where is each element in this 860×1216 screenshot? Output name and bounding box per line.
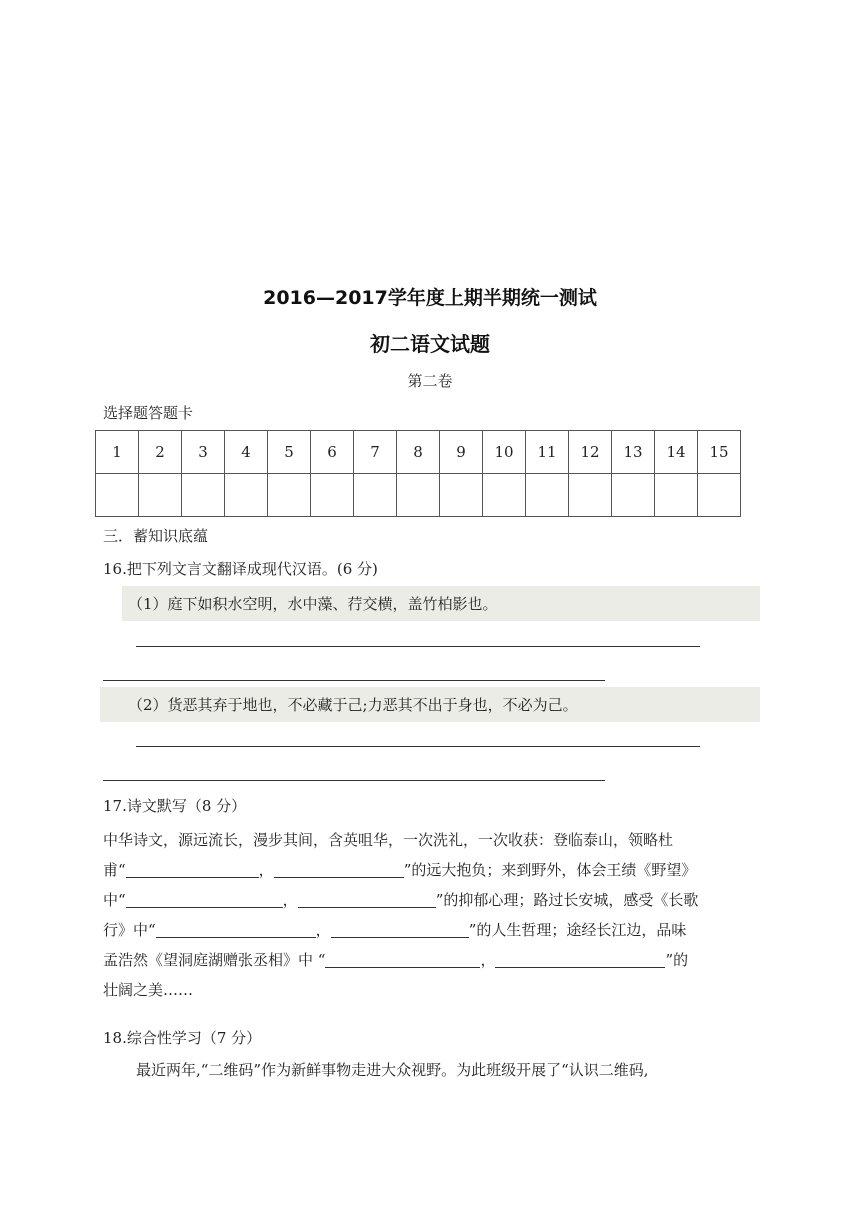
answer-cell[interactable] [268, 474, 311, 517]
answer-number: 9 [440, 431, 483, 474]
q17-line [103, 915, 758, 945]
fill-blank[interactable] [126, 889, 283, 908]
answer-number: 10 [483, 431, 526, 474]
q17-text: ”的抑郁心理；路过长安城，感受《长歌 [435, 891, 699, 909]
answer-cell[interactable] [698, 474, 741, 517]
answer-number: 7 [354, 431, 397, 474]
q16-prompt: 16.把下列文言文翻译成现代汉语。(6 分) [103, 560, 378, 578]
answer-number: 8 [397, 431, 440, 474]
q17-text: ， [282, 891, 298, 909]
q17-line [103, 975, 758, 1005]
answer-number: 12 [569, 431, 612, 474]
fill-blank[interactable] [126, 859, 259, 878]
exam-title: 2016—2017学年度上期半期统一测试 [263, 287, 597, 309]
answer-cell[interactable] [440, 474, 483, 517]
answer-line[interactable] [103, 680, 605, 681]
q17-text: ”的远大抱负；来到野外，体会王绩《野望》 [403, 861, 697, 879]
answer-number: 4 [225, 431, 268, 474]
answer-card-label: 选择题答题卡 [103, 404, 194, 422]
answer-number: 13 [612, 431, 655, 474]
q17-line [103, 855, 758, 885]
answer-cell[interactable] [569, 474, 612, 517]
answer-card-number-row [96, 431, 741, 474]
answer-number: 14 [655, 431, 698, 474]
q16-item1-box [122, 586, 760, 621]
answer-line[interactable] [136, 746, 700, 747]
fill-blank[interactable] [495, 949, 665, 968]
answer-card-answer-row [96, 474, 741, 517]
exam-subtitle: 初二语文试题 [370, 332, 490, 356]
q17-text: 中“ [103, 891, 126, 909]
fill-blank[interactable] [274, 859, 404, 878]
answer-cell[interactable] [612, 474, 655, 517]
answer-number: 2 [139, 431, 182, 474]
q17-line [103, 885, 758, 915]
answer-cell[interactable] [397, 474, 440, 517]
answer-cell[interactable] [483, 474, 526, 517]
q16-item1-text: （1）庭下如积水空明，水中藻、荇交横，盖竹柏影也。 [128, 595, 498, 613]
q17-text: ， [480, 951, 496, 969]
q17-text: ”的 [665, 951, 689, 969]
answer-cell[interactable] [139, 474, 182, 517]
q17-passage [103, 825, 758, 1005]
answer-cell[interactable] [96, 474, 139, 517]
q16-item2-box [100, 687, 760, 722]
q17-line [103, 945, 758, 975]
fill-blank[interactable] [331, 919, 469, 938]
answer-number: 1 [96, 431, 139, 474]
fill-blank[interactable] [298, 889, 436, 908]
q17-text: 孟浩然《望洞庭湖赠张丞相》中 “ [103, 951, 326, 969]
answer-line[interactable] [103, 780, 605, 781]
volume-label: 第二卷 [407, 372, 453, 390]
answer-cell[interactable] [225, 474, 268, 517]
q16-item2-text: （2）货恶其弃于地也，不必藏于己;力恶其不出于身也，不必为己。 [128, 696, 578, 714]
q17-text: 行》中“ [103, 921, 156, 939]
answer-cell[interactable] [526, 474, 569, 517]
q17-text: 甫“ [103, 861, 126, 879]
answer-number: 5 [268, 431, 311, 474]
answer-number: 11 [526, 431, 569, 474]
section-heading: 三．蓄知识底蕴 [103, 527, 209, 545]
q18-paragraph: 最近两年,“二维码”作为新鲜事物走进大众视野。为此班级开展了“认识二维码, [136, 1061, 649, 1079]
q17-text: 壮阔之美…… [103, 981, 194, 999]
answer-cell[interactable] [182, 474, 225, 517]
answer-cell[interactable] [354, 474, 397, 517]
answer-number: 3 [182, 431, 225, 474]
q17-text: ”的人生哲理；途经长江边，品味 [468, 921, 687, 939]
answer-cell[interactable] [311, 474, 354, 517]
q17-text: ， [258, 861, 274, 879]
answer-cell[interactable] [655, 474, 698, 517]
q17-line [103, 825, 758, 855]
answer-card-table [95, 430, 741, 517]
q17-text: 中华诗文，源远流长，漫步其间，含英咀华，一次洗礼，一次收获：登临泰山，领略杜 [103, 831, 674, 849]
fill-blank[interactable] [325, 949, 480, 968]
answer-line[interactable] [136, 646, 700, 647]
fill-blank[interactable] [156, 919, 316, 938]
q17-text: ， [315, 921, 331, 939]
q17-prompt: 17.诗文默写（8 分） [103, 797, 247, 815]
answer-number: 15 [698, 431, 741, 474]
answer-number: 6 [311, 431, 354, 474]
q18-prompt: 18.综合性学习（7 分） [103, 1029, 262, 1047]
